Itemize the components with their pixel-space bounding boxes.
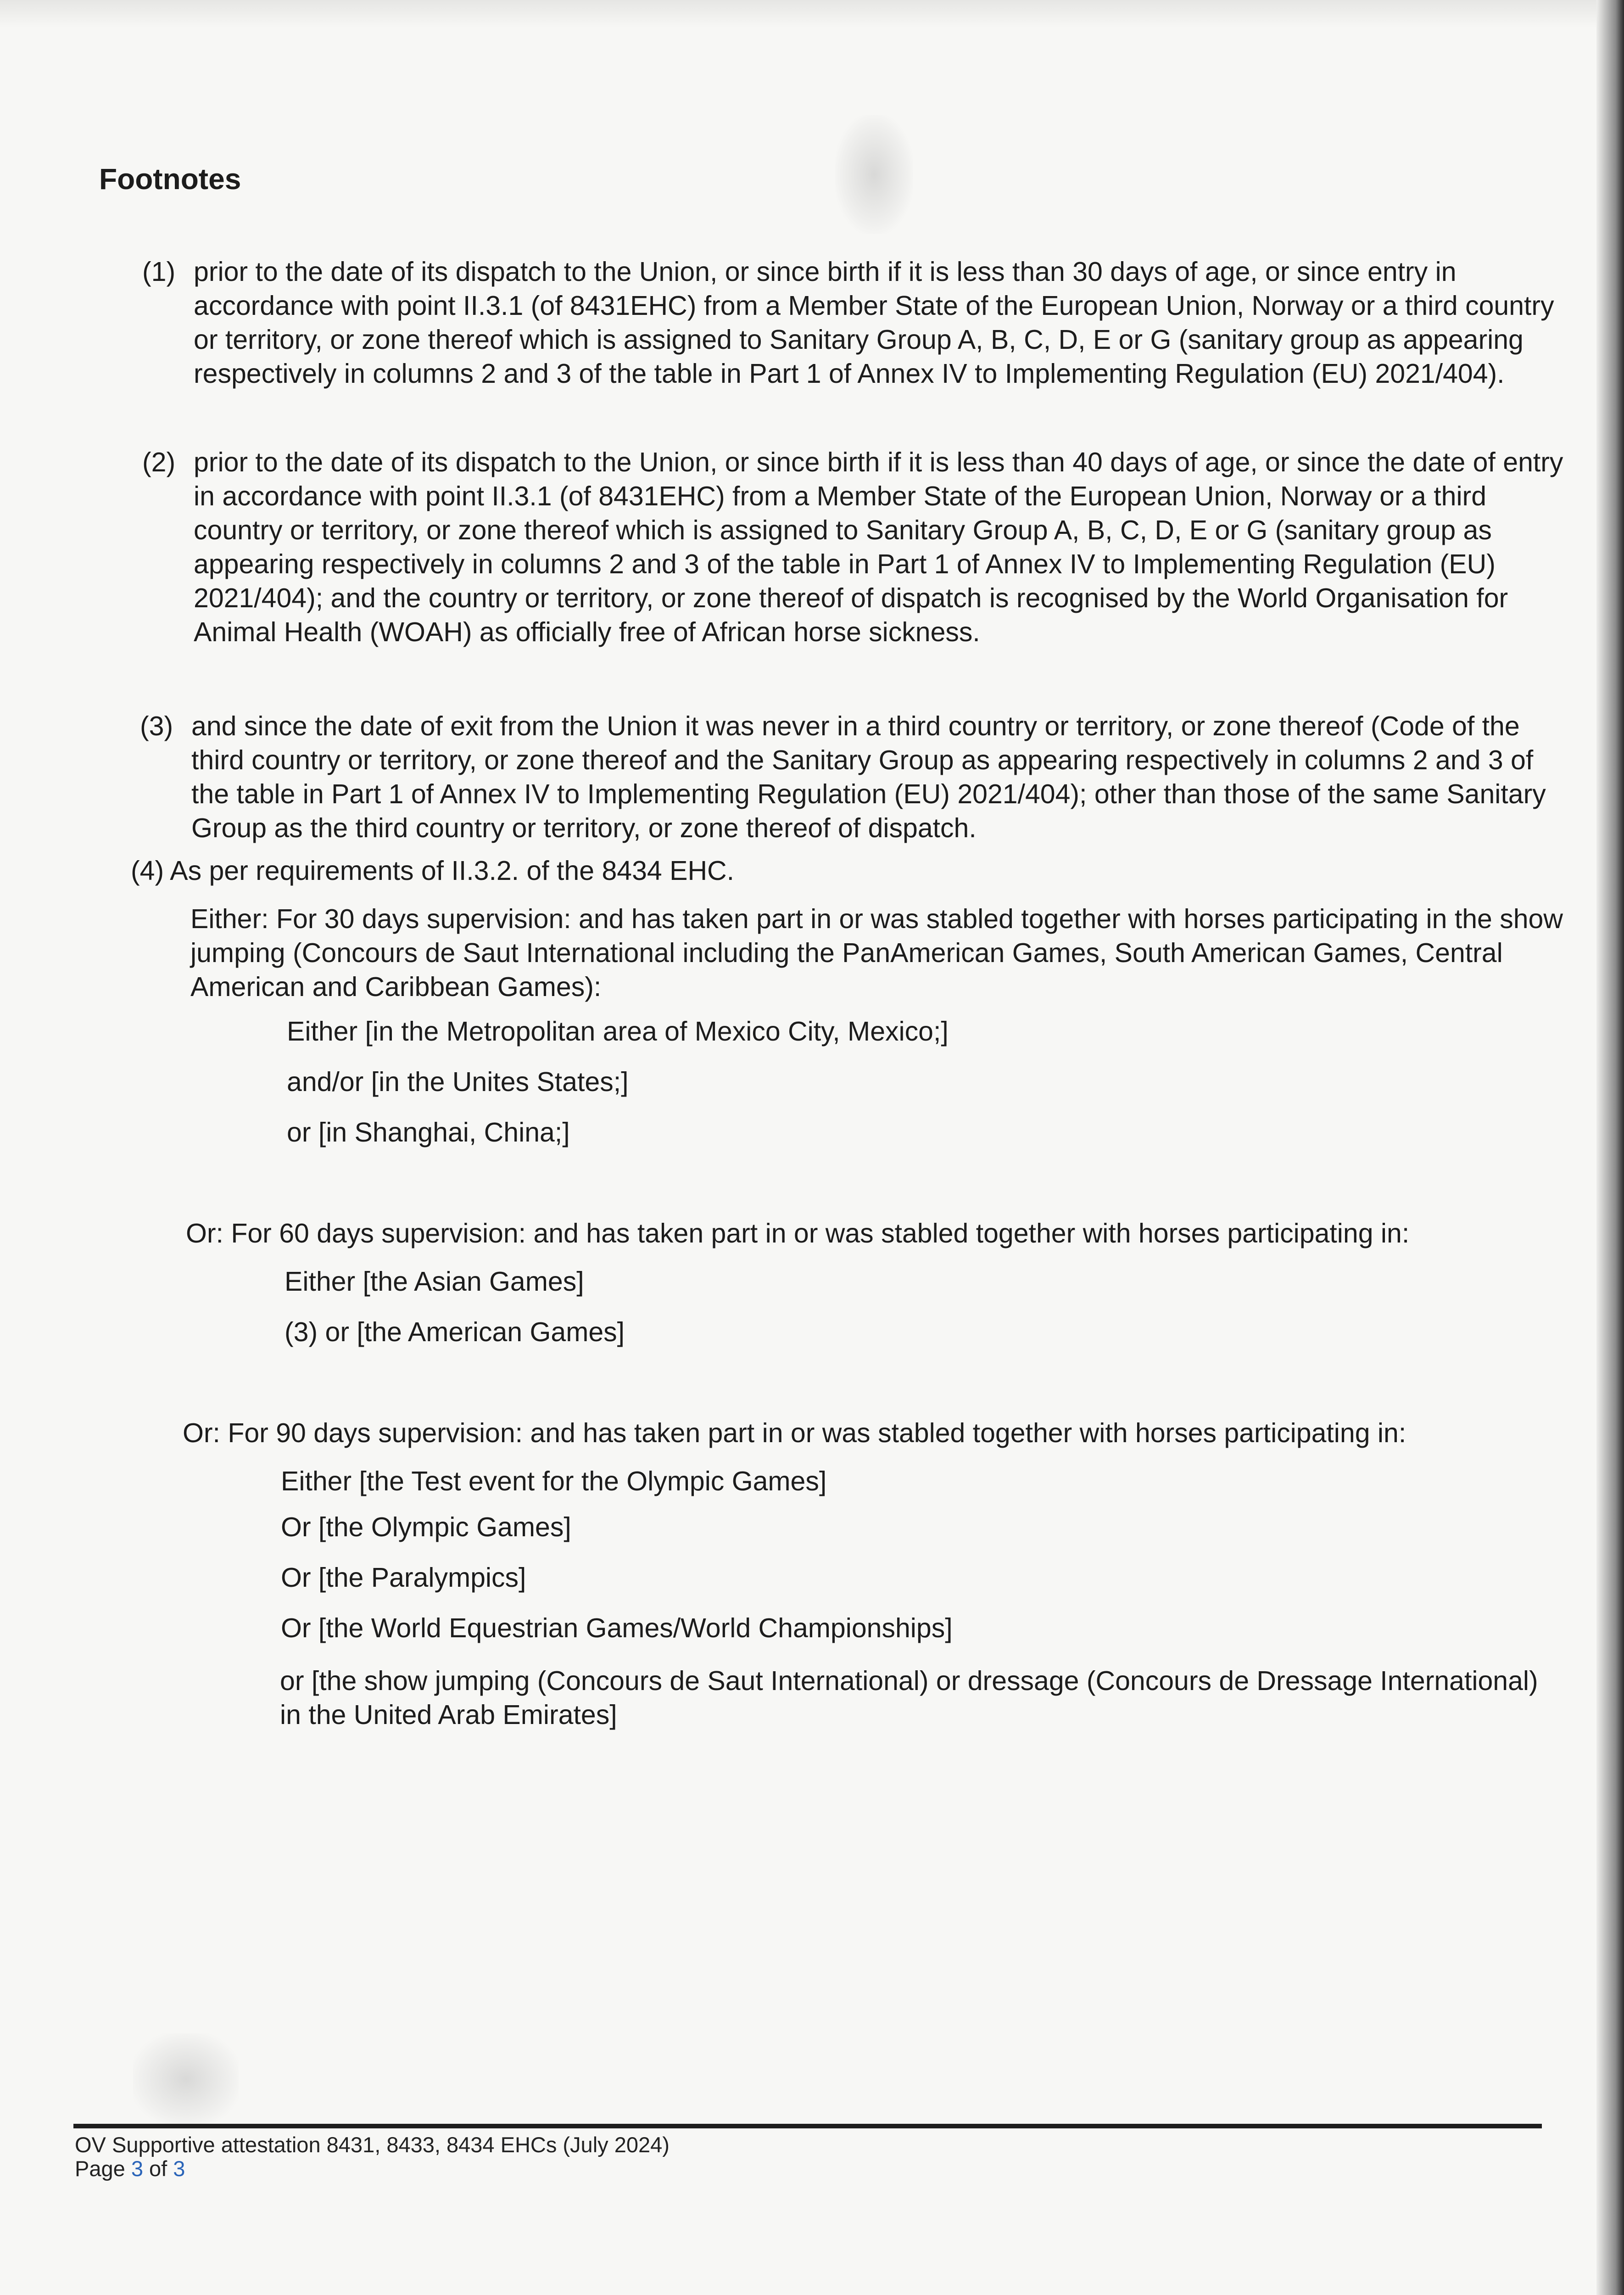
footnote-4-heading: (4) As per requirements of II.3.2. of the 8434 EHC. (131, 856, 735, 886)
list-item: Or [the Olympic Games] (281, 1512, 571, 1542)
list-item: (3) or [the American Games] (285, 1317, 625, 1347)
list-item: and/or [in the Unites States;] (287, 1067, 629, 1097)
footer-divider (73, 2124, 1542, 2128)
list-item: Either [the Asian Games] (285, 1266, 584, 1297)
or-90-days-paragraph: Or: For 90 days supervision: and has taken part in or was stabled together with horses participating in: (183, 1418, 1406, 1448)
footnote-1 (142, 255, 1569, 391)
list-item: Or [the Paralympics] (281, 1562, 526, 1593)
or-60-days-paragraph: Or: For 60 days supervision: and has taken part in or was stabled together with horses participating in: (186, 1218, 1410, 1248)
footnote-2 (142, 445, 1569, 649)
page-current: 3 (131, 2156, 143, 2181)
footnote-3 (140, 709, 1569, 845)
list-item: or [the show jumping (Concours de Saut International) or dressage (Concours de Dressage International) in the United Arab Emirates] (280, 1666, 1538, 1730)
footnote-text: and since the date of exit from the Union it was never in a third country or territory, or zone thereof (Code of the third country or territory, or zone thereof and the Sanitary Group as appearing respectively in columns 2 and 3 of the table in Part 1 of Annex IV to Implementing Regulation (EU) 2021/404); other than those of the same Sanitary Group as the third country or territory, or zone thereof of dispatch. (191, 711, 1546, 843)
list-item: Either [the Test event for the Olympic Games] (281, 1466, 827, 1496)
list-item: Either [in the Metropolitan area of Mexico City, Mexico;] (287, 1016, 949, 1047)
list-item: Or [the World Equestrian Games/World Championships] (281, 1613, 953, 1643)
footnote-number: (1) (142, 257, 176, 287)
faded-stamp-mark (835, 115, 913, 234)
footnote-text: prior to the date of its dispatch to the Union, or since birth if it is less than 30 days of age, or since entry in accordance with point II.3.1 (of 8431EHC) from a Member State of the European Union, Norway or a third country or territory, or zone thereof which is assigned to Sanitary Group A, B, C, D, E or G (sanitary group as appearing respectively in columns 2 and 3 of the table in Part 1 of Annex IV to Implementing Regulation (EU) 2021/404). (194, 257, 1554, 389)
footnote-text: prior to the date of its dispatch to the Union, or since birth if it is less than 40 days of age, or since the date of entry in accordance with point II.3.1 (of 8431EHC) from a Member State of the European Union, Norway or a third country or territory, or zone thereof which is assigned to Sanitary Group A, B, C, D, E or G (sanitary group as appearing respectively in columns 2 and 3 of the table in Part 1 of Annex IV to Implementing Regulation (EU) 2021/404); and the country or territory, or zone thereof of dispatch is recognised by the World Organisation for Animal Health (WOAH) as officially free of African horse sickness. (194, 447, 1563, 647)
footnotes-heading: Footnotes (99, 162, 241, 196)
footer-document-title: OV Supportive attestation 8431, 8433, 8434 EHCs (July 2024) (75, 2133, 670, 2157)
scan-smudge-mark (133, 2033, 239, 2125)
page-total: 3 (173, 2156, 185, 2181)
footnote-number: (3) (140, 711, 173, 741)
either-30-days-paragraph: Either: For 30 days supervision: and has taken part in or was stabled together with horses participating in the show jumping (Concours de Saut International including the PanAmerican Games, South American Games, Central American and Caribbean Games): (190, 904, 1563, 1002)
scanned-page-edge (1596, 0, 1624, 2295)
page-of: of (143, 2156, 173, 2181)
page-prefix: Page (75, 2156, 131, 2181)
footer-page-number (75, 2156, 185, 2181)
list-item: or [in Shanghai, China;] (287, 1117, 570, 1148)
page-top-shadow (0, 0, 1624, 28)
footnote-number: (2) (142, 447, 176, 477)
